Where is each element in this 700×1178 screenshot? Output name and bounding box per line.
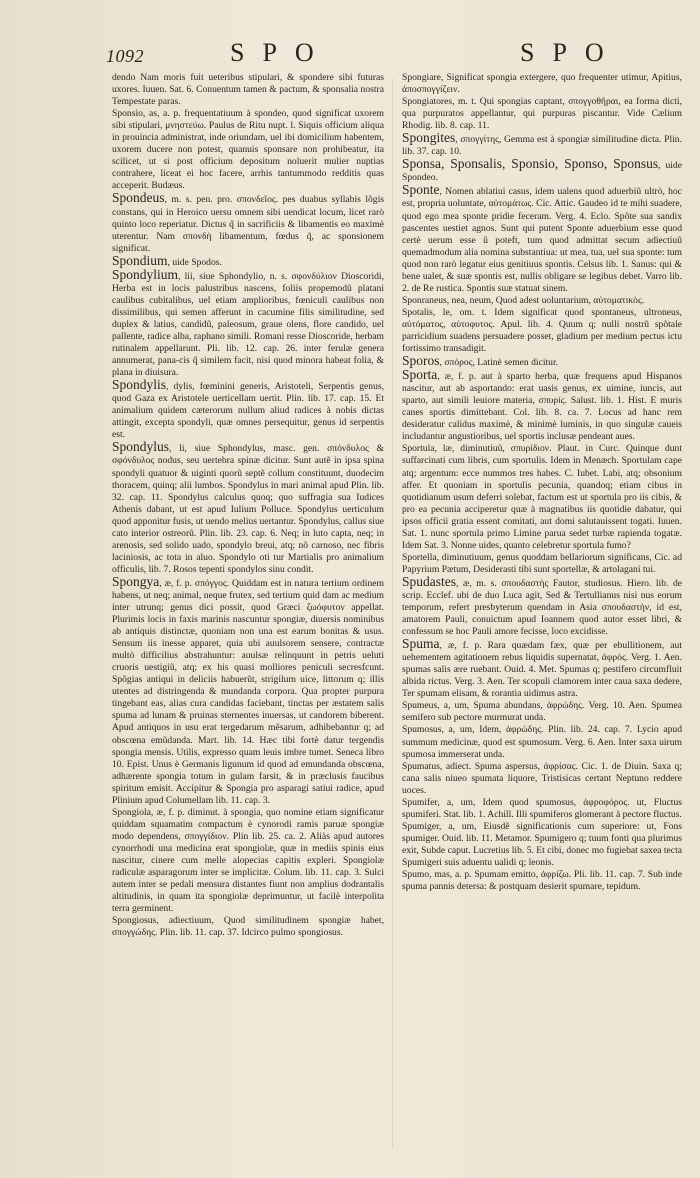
running-head-left: SPO xyxy=(230,38,332,67)
dictionary-entry xyxy=(402,158,682,184)
entry-headword: Sponte xyxy=(402,182,440,198)
dictionary-entry xyxy=(402,761,682,797)
dictionary-entry xyxy=(402,184,682,294)
dictionary-entry xyxy=(112,441,384,576)
entry-headword: Spondylis xyxy=(112,377,167,393)
dictionary-entry xyxy=(402,295,682,307)
entry-text: dendo Nam moris fuit ueteribus stipulari, & spondere sibi futuras uxores. Iuuen. Sat. 6. Conuentum tamen & pactum, & sponsalia nostra Tempestate paras. xyxy=(112,72,384,108)
entry-text: , æ, f. p. aut à sparto herba, quæ frequens apud Hispanos nascitur, aut ab asportando: erat uasis genus, ex uimine, iuncis, aut sparto, aut simili leuiore materia, σπυρίς. Salust. lib. 1. Hist. E muris canes sportis dimittebant. Col. lib. 8. ca. 7. Locus ad hanc rem desideratur calidus maximè, & minimè luminis, in quo singulæ caueis includantur angustioribus, uel sportis inclusæ pendeant aues. xyxy=(402,371,682,443)
entry-text: , lii, siue Sphondylio, n. s. σφονδύλιον Dioscoridi, Herba est in locis palustribus nascens, foliis propemodũ platani caulibus cubitalibus, uel etiam amplioribus, fœniculi caulibus non dissimilibus, qui semen afferunt in cacumine filis similitudine, sed duplex & latius, candidũ, paleosum, graue olens, flore candido, uel pallente, radice alba, raphano simili. Romani resse Dioscoride, herbam rutinalem appellarunt. Pli. lib. 12. cap. 26. inter ferulæ genera annumerat, pana-cis q̃ similem facit, nisi quod minora habeat folia, & plana in diuisura. xyxy=(112,270,384,379)
dictionary-entry xyxy=(402,869,682,893)
dictionary-entry xyxy=(402,821,682,869)
entry-headword: Sponsa, Sponsalis, Sponsio, Sponso, Sponsus xyxy=(402,156,659,172)
entry-headword: Spudastes xyxy=(402,573,456,589)
entry-text: , æ, f. p. σπόγγος. Quiddam est in natura tertium ordinem habens, ut neq; animal, neque frutex, sed tertium quid dam ac medium inter utrunq; genus dici possit, quod Græci ζωόφυτον appellat. Plurimis locis in faxis marinis nascuntur spongiæ, diuersis nominibus ab antiquis distinctæ, quoniam non una est earum bonitas & usus. Sensum iis inesse apparet, quia ubi auulsorem sensere, contractæ multò difficilius abstrahuntur: auulsæ relinquunt in petris ueluti cruoris uestigiũ, atq; ex his quasi molliores peniculi secresfcunt. Spõgias antiqui in deliciis habuerũt, strigilum uice, littorum q; illis utentes ad distringenda & mundanda corpora. Qua propter purpura tingebant eas, alias cura candidas faciebant, tinctas per æstatem salis spuma ad lunam & pruinas sternentes inuersas, ut candorem biberent. Apud antiquos in usu erat tergedarum mẽsarum, adhibebantur q; ad obscœna emũdanda. Mart. lib. 14. Hæc tibi fortè datur tergendis spongia mensis. Utilis, expresso quam leuis imbre tumet. Seneca libro 10. Epist. Unus è Germanis ligunum id quod ad emundanda obscœna, adhærente spongia totum in gulam farsit, & in præclusis faucibus spiritum emisit. Accipitur & Spongia pro asparagi satiui radice, apud Plinium apud Columellam lib. 11. cap. 3. xyxy=(112,577,384,806)
dictionary-entry xyxy=(112,807,384,915)
dictionary-entry xyxy=(402,700,682,724)
entry-text: Sponraneus, nea, neum, Quod adest uoluntarium, αὐτοματικὸς. xyxy=(402,294,645,306)
entry-text: Spotalis, le, om. t. Idem significat quod spontaneus, ultroneus, αὐτόματος, αὐτοφυτος. Apul. lib. 4. Quum q; nulli nostrũ spõtale parricidium suadens persuadere posset, gladium per medium pectus ictu fortissimo transadigit. xyxy=(402,306,682,355)
left-column xyxy=(112,72,384,1152)
dictionary-entry xyxy=(112,72,384,108)
entry-text: Spumifer, a, um, Idem quod spumosus, ἀφροφόρος. ut, Fluctus spumiferi. Stat. lib. 1. Achill. Illi spumiferos glomerant à pectore fluctus. xyxy=(402,796,682,820)
entry-text: , li, siue Sphondylus, masc. gen. σπόνδυλος & σφόνδυλος nodus, seu uertebra spinæ dicitur. Sunt autẽ in ipsa spina spondyli quatuor & uiginti quorũ septẽ collum constituunt, duodecim thoracem, quinq; alii lumbos. Spondylus in mari animal apud Plin. lib. 32. cap. 11. Spondylus calculus quoq; quo suffragia sua Iudices Athenis dabant, ut est apud Iulium Polluce. Spondylus uerticulum quod apponitur fusis, ut uendo melius uertantur. Spondylus, callus siue cato interior ostreorũ. Plin. lib. 23. cap. 6. Neq; in luto capta, neq; in arenosis, sed solido uado, spondylo breui, atq; nõ carnoso, nec fibris laciniosis, ac tota in aluo. Spondylo oti tur Martialis pro animalium officulis, lib. 7. Rosos tepenti spondylos sinu condit. xyxy=(112,443,384,575)
entry-text: Sponsio, as, a. p. frequentatiuum à spondeo, quod significat uxorem sibi stipulari, μνηστεύω. Paulus de Ritu nupt. l. Siquis officium aliqua in prouincia administrat, inde oriundam, uel ibi domicilium habentem, uxorem ducere non potest, quanuis sponsare non prohibeatur, ita scilicet, ut si post officium depositum noluerit mulier nuptias contrahere, liceat ei hoc facere, arrhis tantummodo redditis quas acceperit. Budæus. xyxy=(112,108,384,192)
entry-text: , σπογγίτης, Gemma est à spongiæ similitudine dicta. Plin. lib. 37. cap. 10. xyxy=(402,134,682,158)
entry-headword: Spondeus xyxy=(112,190,165,206)
entry-text: Spumiger, a, um, Eiusdẽ significationis cum superiore: ut, Fons spumiger. Ouid. lib. 11. Metamor. Spumigero q; tuum fonti qua plurimus exit, Subde caput. Lucretius lib. 5. Et cibi, donec mo fugiebat saxea tecta Spumigeri suis aduentu ualidi q; leonis. xyxy=(402,820,682,868)
right-column xyxy=(402,72,682,1152)
page-number: 1092 xyxy=(106,46,144,66)
dictionary-entry xyxy=(112,379,384,441)
entry-headword: Spongya xyxy=(112,573,160,589)
dictionary-entry xyxy=(402,72,682,96)
entry-text: Sportula, læ, diminutiuũ, σπυρίδιον. Plaut. in Curc. Quinque dunt suffarcinati cum libris, cum sportulis. Idem in Menæch. Sportulam cape atq; argentum: ecce nummos tres habes. C. Iubet. Labi, atq; obsonium affer. Et quoniam in sportulis pecunia, quandoq; etiam cibus in quotidianum usum deferri solebat, factum est ut sportula pro iis cibis, & pro ea pecunia acciperetur quæ à magnatibus iis quotidie dabatur, qui ipsos officii gratia essent comitati, aut domi salutauissent togati. Iuuen. Sat. 1. nunc sportula primo Limine parua sedet turbæ rapienda togatæ. Idem Sat. 3. Nonne uides, quanto celebretur sportula fumo? xyxy=(402,443,682,551)
entry-headword: Spuma xyxy=(402,636,440,652)
running-head-right: SPO xyxy=(520,38,622,67)
entry-text: , σπόρος, Latinè semen dicitur. xyxy=(439,357,559,369)
entry-text: , Nomen ablatiui casus, idem ualens quod aduerbiũ ultrò, hoc est, propria uoluntate, αὐτομάτως. Cic. Attic. Gaudeo id te mihi suadere, quod ego mea sponte pridie feceram. Verg. 4. Eclo. Spõte sua sandix pascentes uestiet agnos. Sunt qui putent Sponte aduerbium esse quod certè uerum esse ũ poteft, tum quod admittat secum adiectiuũ quemadmodum alia nomina substantiua: ut mea, tua, uel sua sponte: tum quod non rarò legatur eius genitiuus spontis. Celsus lib. 1. Sanus: qui & bene ualet, & suæ spontis est, nullis obligare se legibus debet. Varro lib. 2. de Re rustica. Spontis suæ statuat sinem. xyxy=(402,186,682,294)
entry-text: , æ, f. p. Rara quædam fæx, quæ per ebullitionem, aut uehementem agitationem rebus liquidis supernatat, ἀφρὸς. Verg. 1. Aen. spumas salis ære ruebant. Ouid. 4. Met. Spumas q; pestifero circumfluit albida rictus. Verg. 3. Aen. Ter scopuli clamorem inter caua saxa dedere, Ter spumam elisam, & rorantia uidimus astra. xyxy=(402,640,682,700)
dictionary-entry xyxy=(402,132,682,158)
dictionary-entry xyxy=(112,573,384,807)
dictionary-entry xyxy=(402,724,682,760)
entry-text: , æ, m. s. σπουδαστὴς Fautor, studiosus. Hiero. lib. de scrip. Ecclef. ubi de duo Luca agit, Sed & Tertullianus nisi nus eorum temporum, refert presbyterum quendam in Asia σπουδαστὴν, id est, amatorem Pauli, conuictum apud Ioannem quod autor esset libri, & confessum se hoc Pauli amore fecisse, loco excidisse. xyxy=(402,577,682,638)
entry-text: , dylis, fœminini generis, Aristoteli, Serpentis genus, quod Gaza ex Aristotele uerticellam uertit. Plin. lib. 17. cap. 15. Et animalium quidem cæterorum nullum aliud radices à nobis dictas attingit, excepta spondyli, quæ omnes persequitur, genus id serpentis est. xyxy=(112,381,384,441)
entry-headword: Sporta xyxy=(402,367,438,383)
dictionary-entry xyxy=(112,108,384,192)
dictionary-entry xyxy=(402,573,682,638)
entry-text: Spongiatores, m. t. Qui spongias captant, σπογγοθῆραι, ea forma dicti, qua purpuratos appellantur, qui purpuras piscantur. Vide Cælium Rhodig. lib. 8. cap. 11. xyxy=(402,96,682,132)
entry-text: , uide Spondeo. xyxy=(402,160,682,184)
entry-headword: Sporos xyxy=(402,353,440,369)
dictionary-entry xyxy=(402,96,682,132)
dictionary-entry xyxy=(402,355,682,369)
dictionary-entry xyxy=(402,369,682,443)
entry-text: Spongiosus, adiectiuum, Quod similitudinem spongiæ habet, σπογγώδης. Plin. lib. 11. cap. 37. Idcirco pulmo spongiosus. xyxy=(112,915,384,939)
entry-text: Sportella, diminutiuum, genus quoddam bellariorum significans, Cic. ad Papyrium Pætum, Desiderasti tibi sunt sportellæ, & artolagani tui. xyxy=(402,551,682,575)
entry-text: Spumosus, a, um, Idem, ἀφρώδης. Plin. lib. 24. cap. 7. Lycio apud summum medicinæ, quod est spumosum. Verg. 6. Aen. Inter saxa uirum spumosa immerserat unda. xyxy=(402,724,682,760)
entry-text: , m. s. pen. pro. σπονδεῖος. pes duabus syllabis lõgis constans, qui in Heroico uersu omnem sibi uendicat locum, licet rarò quinto loco reperiatur. Dictus q̃ in sacrificiis & libamentis eo maximè uterentur. Nam σπονδὴ libamentum, fœdus q̃, ac sponsionem significat. xyxy=(112,194,384,254)
page-header xyxy=(0,32,700,72)
entry-text: Spumeus, a, um, Spuma abundans, ἀφρώδης. Verg. 10. Aen. Spumea semifero sub pectore murmurat unda. xyxy=(402,700,682,724)
dictionary-entry xyxy=(112,266,384,379)
entry-text: Spumo, mas, a. p. Spumam emitto, ἀφρίζω. Pli. lib. 11. cap. 7. Sub inde spuma pannis detersa: & postquam desierit spumare, tepidum. xyxy=(402,869,682,893)
column-divider xyxy=(392,78,393,1148)
dictionary-entry xyxy=(402,552,682,576)
entry-text: , uide Spodos. xyxy=(167,256,222,268)
entry-headword: Spondylium xyxy=(112,266,179,282)
dictionary-entry xyxy=(112,192,384,254)
entry-text: Spongiola, æ, f. p. diminut. à spongia, quo nomine etiam significatur quiddam squamatim compactum è cynorodi ramis paruæ spongiæ modo dependens, σπογγίδιον. Plin lib. 25. ca. 2. Aliàs apud autores cynorrhodi una medicina erat spongiolæ, quæ in mediis spinis eius nascitur, cinere cum melle alopecias capitis expleri. Spongiolæ radiculæ asparagorum inter se implicitæ. Colum. lib. 11. cap. 3. Sulci autem inter se pedali mensura distantes fiunt non amplius dodrantalis altitudinis, in quam ita spongiolæ deprimuntur, ut facilè interpolita terra germinent. xyxy=(112,806,384,915)
dictionary-entry xyxy=(402,307,682,355)
dictionary-entry xyxy=(402,797,682,821)
dictionary-entry xyxy=(402,638,682,700)
dictionary-entry xyxy=(402,443,682,551)
entry-text: Spongiare, Significat spongia extergere, quo frequenter utimur, Apitius, ἀποσπογγίζειν. xyxy=(402,72,682,96)
entry-headword: Spondylus xyxy=(112,439,170,455)
entry-headword: Spongites xyxy=(402,130,456,146)
entry-headword: Spondium xyxy=(112,252,168,268)
dictionary-entry xyxy=(112,915,384,939)
entry-text: Spumatus, adiect. Spuma aspersus, ἀφρίσας. Cic. 1. de Diuin. Saxa q; cana salis niueo spumata liquore, Tristisicas certant Neptuno reddere uoces. xyxy=(402,760,682,796)
